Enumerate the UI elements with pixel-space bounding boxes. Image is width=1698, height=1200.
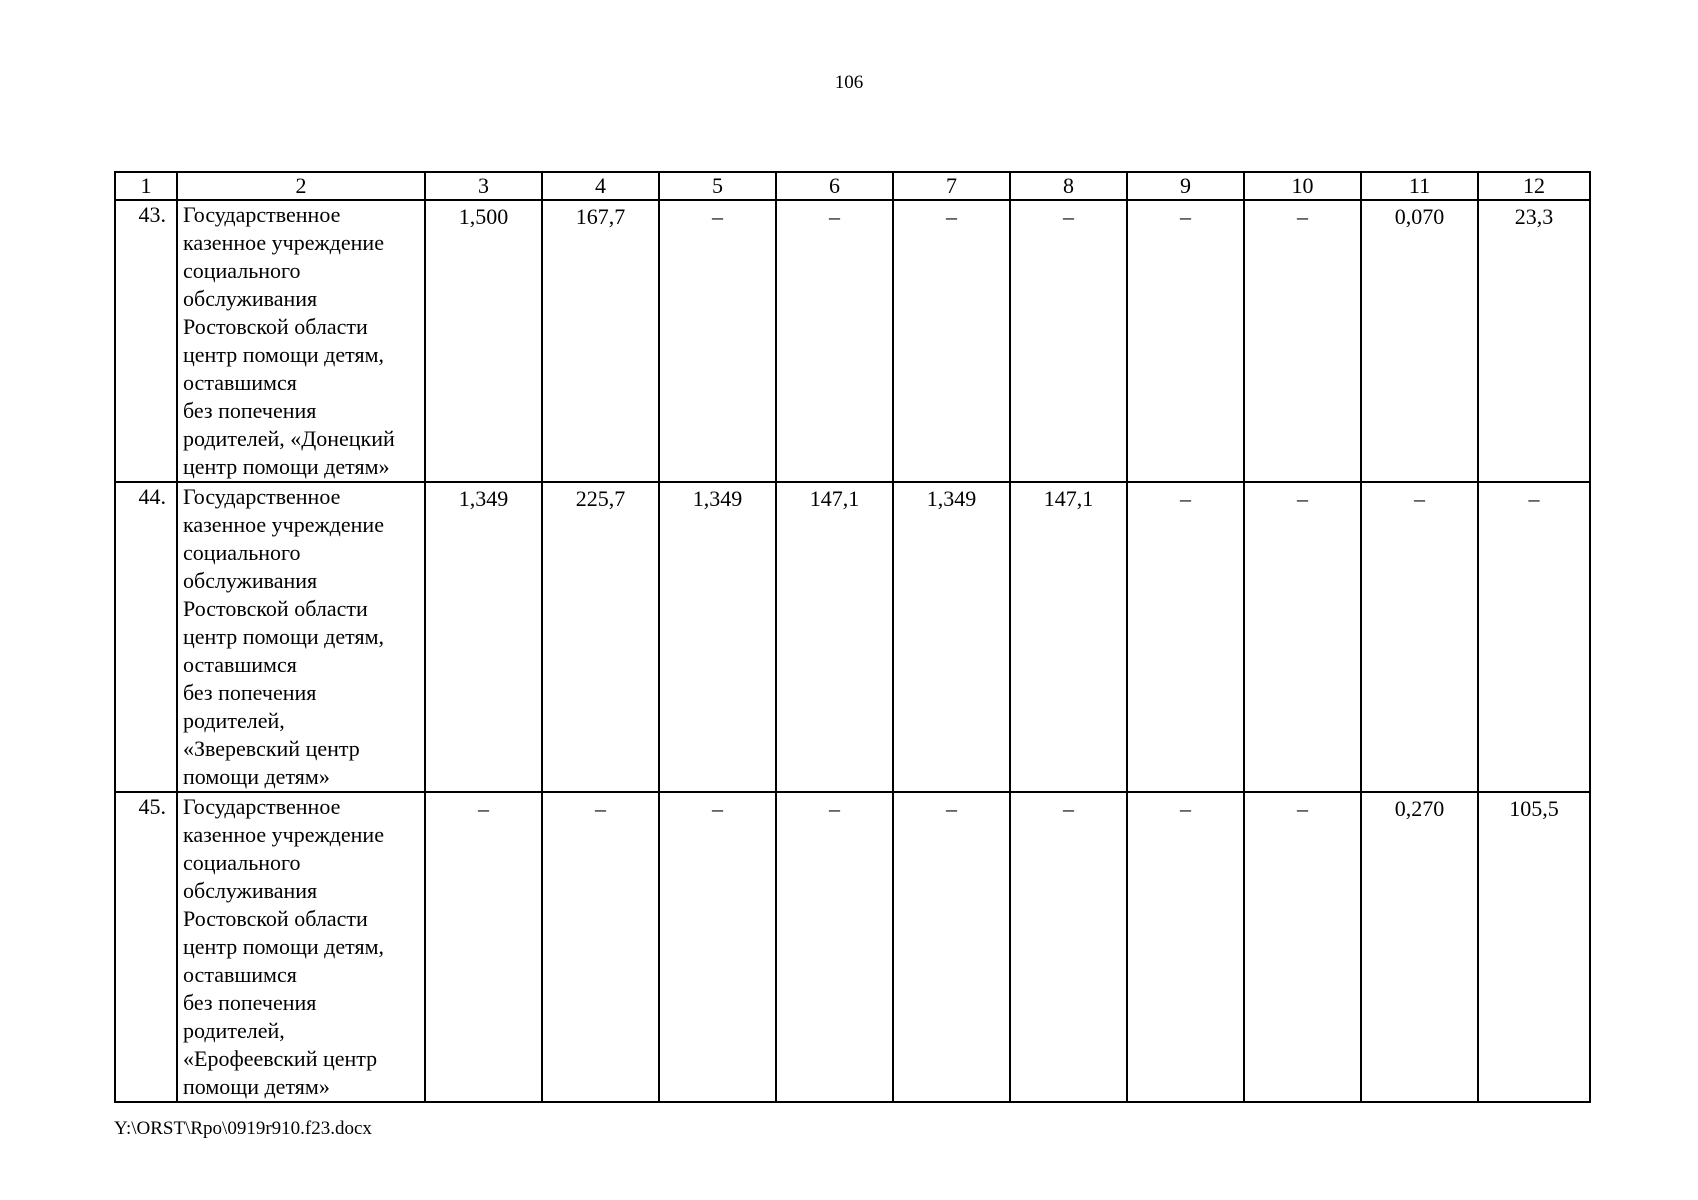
column-header: 12 (1478, 172, 1590, 200)
column-header: 6 (776, 172, 893, 200)
table-cell: 105,5 (1478, 792, 1590, 1102)
table-cell: – (1244, 792, 1361, 1102)
table-header-row (115, 172, 1590, 200)
table-cell: – (776, 792, 893, 1102)
table-cell: – (1127, 792, 1244, 1102)
table-cell: 1,349 (425, 482, 542, 792)
file-path-footer: Y:\ORST\Rpo\0919r910.f23.docx (114, 1118, 372, 1139)
table-cell: 225,7 (542, 482, 659, 792)
page-number: 106 (834, 72, 864, 93)
column-header: 11 (1361, 172, 1478, 200)
institution-name: Государственное казенное учреждение социального обслуживания Ростовской области центр помощи детям, оставшимся без попечения родителей, «Донецкий центр помощи детям» (177, 200, 425, 482)
column-header: 4 (542, 172, 659, 200)
table-row (115, 482, 1590, 792)
table-cell: – (542, 792, 659, 1102)
table-cell: – (1244, 482, 1361, 792)
column-header: 1 (115, 172, 177, 200)
table-cell: 147,1 (776, 482, 893, 792)
table-row (115, 200, 1590, 482)
table-cell: – (1010, 200, 1127, 482)
table-cell: – (893, 200, 1010, 482)
row-number: 45. (115, 792, 177, 1102)
row-number: 44. (115, 482, 177, 792)
institution-name: Государственное казенное учреждение социального обслуживания Ростовской области центр помощи детям, оставшимся без попечения родителей, «Ерофеевский центр помощи детям» (177, 792, 425, 1102)
table-cell: – (659, 200, 776, 482)
table-cell: 167,7 (542, 200, 659, 482)
table-cell: – (425, 792, 542, 1102)
table-cell: 0,070 (1361, 200, 1478, 482)
column-header: 5 (659, 172, 776, 200)
column-header: 7 (893, 172, 1010, 200)
institution-name: Государственное казенное учреждение социального обслуживания Ростовской области центр помощи детям, оставшимся без попечения родителей, «Зверевский центр помощи детям» (177, 482, 425, 792)
table-row (115, 792, 1590, 1102)
table-cell: – (1244, 200, 1361, 482)
table-cell: – (1127, 200, 1244, 482)
table-cell: – (1010, 792, 1127, 1102)
column-header: 10 (1244, 172, 1361, 200)
data-table (114, 171, 1591, 1103)
table-cell: – (1127, 482, 1244, 792)
table-cell: 147,1 (1010, 482, 1127, 792)
table-cell: – (1361, 482, 1478, 792)
row-number: 43. (115, 200, 177, 482)
column-header: 2 (177, 172, 425, 200)
table-cell: 1,500 (425, 200, 542, 482)
table-cell: 0,270 (1361, 792, 1478, 1102)
table-cell: 23,3 (1478, 200, 1590, 482)
table-cell: – (776, 200, 893, 482)
column-header: 9 (1127, 172, 1244, 200)
table-cell: 1,349 (893, 482, 1010, 792)
column-header: 3 (425, 172, 542, 200)
table-cell: – (1478, 482, 1590, 792)
table-cell: – (659, 792, 776, 1102)
column-header: 8 (1010, 172, 1127, 200)
table-cell: 1,349 (659, 482, 776, 792)
table-cell: – (893, 792, 1010, 1102)
